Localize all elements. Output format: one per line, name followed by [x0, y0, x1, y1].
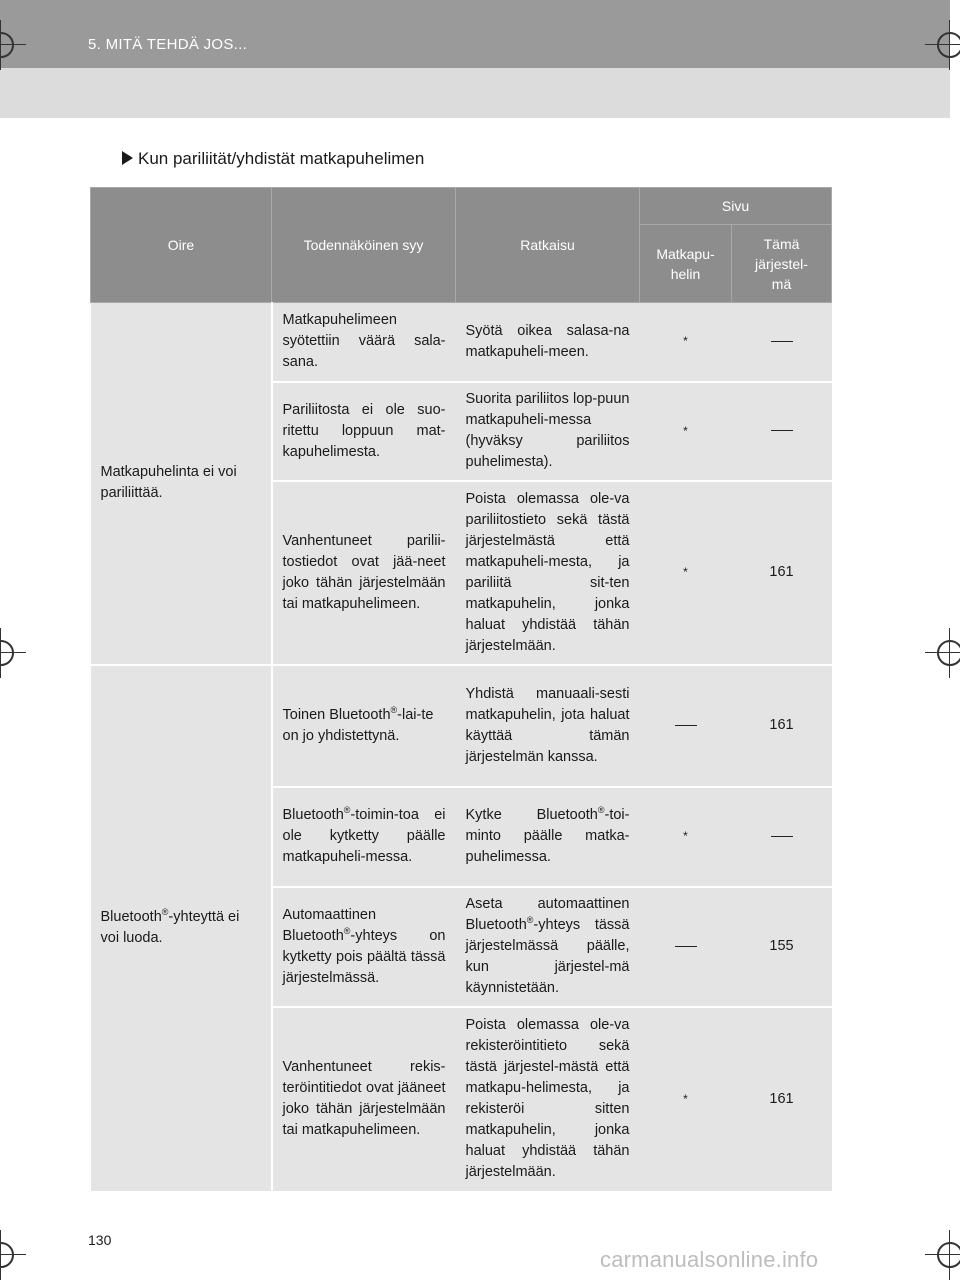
- phone-page-cell: [640, 303, 732, 382]
- system-page-cell: 155: [732, 887, 832, 1007]
- solution-cell: Aseta automaattinen Bluetooth®-yhteys tässä järjestelmässä päälle, kun järjestel-mä käynnistetään.: [456, 887, 640, 1007]
- cause-cell: Pariliitosta ei ole suo-ritettu loppuun mat-kapuhelimesta.: [272, 382, 456, 481]
- symptom-cell: Bluetooth®-yhteyttä ei voi luoda.: [91, 665, 272, 1191]
- solution-cell: Poista olemassa ole-va pariliitostieto sekä tästä järjestelmästä että matkapuheli-mesta, ja pariliitä sit-ten matkapuhelin, jonka haluat yhdistää tähän järjestelmään.: [456, 481, 640, 665]
- table-row: [91, 665, 832, 787]
- page-number: 130: [88, 1232, 112, 1248]
- registration-mark-icon: [937, 1242, 960, 1268]
- header-matkapuhelin: Matkapu-helin: [640, 225, 732, 303]
- dash-icon: [675, 725, 697, 726]
- header-sivu: Sivu: [640, 188, 832, 225]
- watermark: carmanualsonline.info: [600, 1247, 819, 1272]
- dash-icon: [771, 836, 793, 837]
- section-title: Kun pariliität/yhdistät matkapuhelimen: [122, 149, 424, 169]
- phone-page-cell: [640, 887, 732, 1007]
- system-page-cell: [732, 787, 832, 887]
- phone-page-cell: [640, 382, 732, 481]
- table-row: [91, 303, 832, 382]
- header-oire: Oire: [91, 188, 272, 303]
- dash-icon: [771, 430, 793, 431]
- cause-cell: Matkapuhelimeen syötettiin väärä sala-sana.: [272, 303, 456, 382]
- symptom-cell: Matkapuhelinta ei voi pariliittää.: [91, 303, 272, 665]
- asterisk-icon: *: [683, 334, 688, 349]
- chapter-title: 5. MITÄ TEHDÄ JOS...: [88, 36, 248, 53]
- phone-page-cell: [640, 481, 732, 665]
- troubleshooting-table: [90, 187, 832, 1191]
- asterisk-icon: *: [683, 565, 688, 579]
- phone-page-cell: [640, 665, 732, 787]
- system-page-cell: [732, 303, 832, 382]
- phone-page-cell: [640, 1007, 732, 1191]
- header-jarjestelma: Tämä järjestel-mä: [732, 225, 832, 303]
- solution-cell: Suorita pariliitos lop-puun matkapuheli-messa (hyväksy pariliitos puhelimesta).: [456, 382, 640, 481]
- asterisk-icon: *: [683, 829, 688, 843]
- cause-cell: Vanhentuneet parilii-tostiedot ovat jää-neet joko tähän järjestelmään tai matkapuhelimeen.: [272, 481, 456, 665]
- cause-cell: Toinen Bluetooth®-lai-te on jo yhdistettynä.: [272, 665, 456, 787]
- cause-cell: Vanhentuneet rekis-teröintitiedot ovat jääneet joko tähän järjestelmään tai matkapuhelimeen.: [272, 1007, 456, 1191]
- dash-icon: [771, 341, 793, 342]
- solution-cell: Syötä oikea salasa-na matkapuheli-meen.: [456, 303, 640, 382]
- header-syy: Todennäköinen syy: [272, 188, 456, 303]
- cause-cell: Automaattinen Bluetooth®-yhteys on kytketty pois päältä tässä järjestelmässä.: [272, 887, 456, 1007]
- cause-cell: Bluetooth®-toimin-toa ei ole kytketty päälle matkapuheli-messa.: [272, 787, 456, 887]
- system-page-cell: 161: [732, 665, 832, 787]
- solution-cell: Yhdistä manuaali-sesti matkapuhelin, jota haluat käyttää tämän järjestelmän kanssa.: [456, 665, 640, 787]
- phone-page-cell: [640, 787, 732, 887]
- dash-icon: [675, 946, 697, 947]
- registration-mark-icon: [0, 640, 14, 666]
- asterisk-icon: *: [683, 423, 688, 438]
- solution-cell: Kytke Bluetooth®-toi-minto päälle matka-puhelimessa.: [456, 787, 640, 887]
- solution-cell: Poista olemassa ole-va rekisteröintitieto sekä tästä järjestel-mästä että matkapu-helimesta, ja rekisteröi sitten matkapuhelin, jonka haluat yhdistää tähän järjestelmään.: [456, 1007, 640, 1191]
- header-bar: [0, 0, 950, 68]
- triangle-bullet-icon: [122, 151, 133, 165]
- header-ratkaisu: Ratkaisu: [456, 188, 640, 303]
- system-page-cell: 161: [732, 1007, 832, 1191]
- registration-mark-icon: [0, 1242, 14, 1268]
- registration-mark-icon: [937, 640, 960, 666]
- asterisk-icon: *: [683, 1091, 688, 1106]
- system-page-cell: 161: [732, 481, 832, 665]
- system-page-cell: [732, 382, 832, 481]
- registration-mark-icon: [937, 32, 960, 58]
